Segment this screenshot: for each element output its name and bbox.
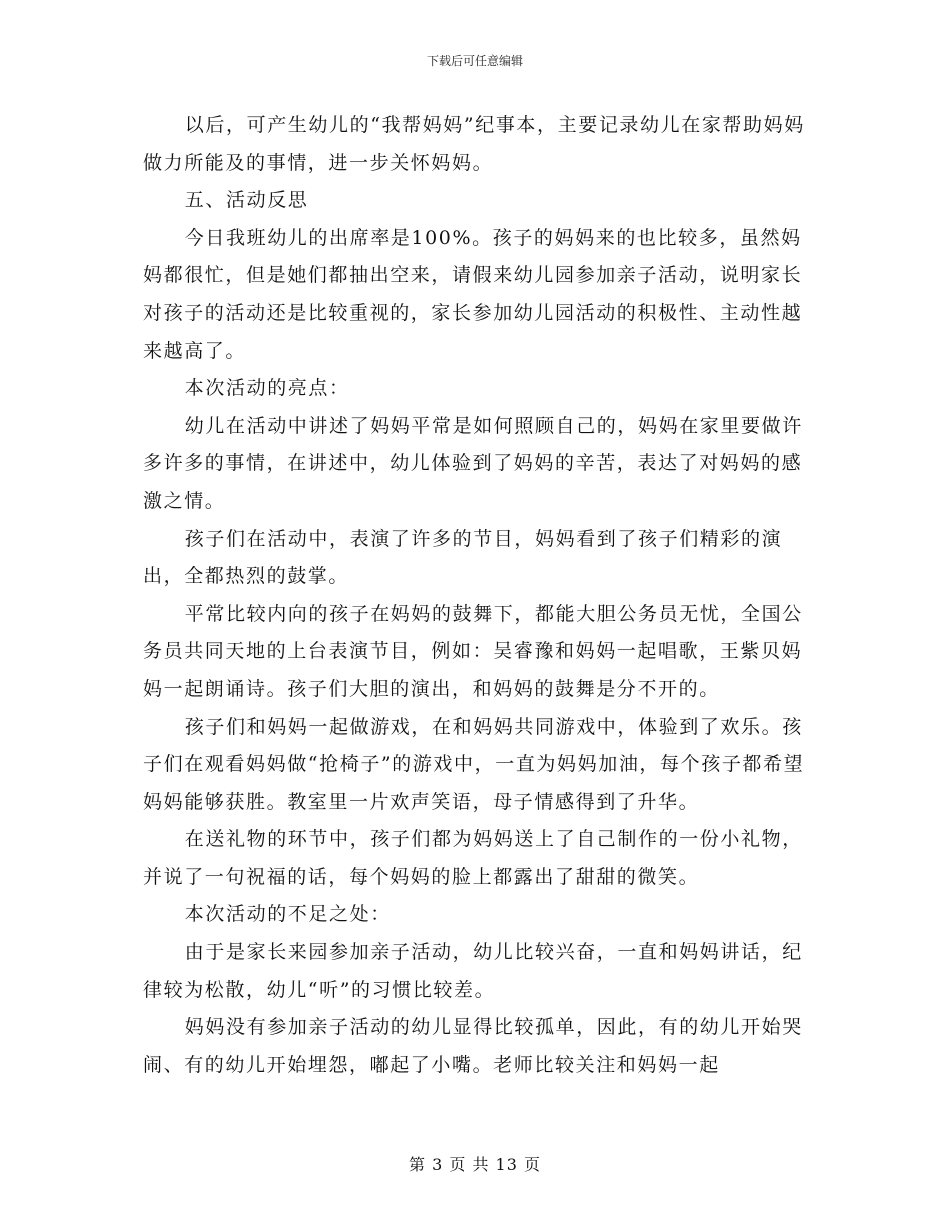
page-footer: 第 3 页 共 13 页 [409,1155,541,1174]
paragraph-attendance: 今日我班幼儿的出席率是100%。孩子的妈妈来的也比较多，虽然妈妈都很忙，但是她们都抽出空来，请假来幼儿园参加亲子活动，说明家长对孩子的活动还是比较重视的，家长参加幼儿园活动的积极性、主动性越来越高了。 [143,226,803,362]
paragraph-highlight-4: 孩子们和妈妈一起做游戏，在和妈妈共同游戏中，体验到了欢乐。孩子们在观看妈妈做“抢椅子”的游戏中，一直为妈妈加油，每个孩子都希望妈妈能够获胜。教室里一片欢声笑语，母子情感得到了升华。 [143,715,805,813]
subheading-highlights: 本次活动的亮点： [184,377,350,400]
paragraph-shortcoming-2: 妈妈没有参加亲子活动的幼儿显得比较孤单，因此，有的幼儿开始哭闹、有的幼儿开始埋怨，嘟起了小嘴。老师比较关注和妈妈一起 [143,1016,803,1076]
section-heading-reflection: 五、活动反思 [184,189,309,212]
subheading-shortcomings: 本次活动的不足之处： [184,903,391,926]
paragraph-highlight-2: 孩子们在活动中，表演了许多的节目，妈妈看到了孩子们精彩的演出，全都热烈的鼓掌。 [143,527,783,588]
paragraph-highlight-3: 平常比较内向的孩子在妈妈的鼓舞下，都能大胆公务员无忧，全国公务员共同天地的上台表演节目，例如：吴睿豫和妈妈一起唱歌，王紫贝妈妈一起朗诵诗。孩子们大胆的演出，和妈妈的鼓舞是分不开的。 [143,602,803,700]
paragraph-shortcoming-1: 由于是家长来园参加亲子活动，幼儿比较兴奋，一直和妈妈讲话，纪律较为松散，幼儿“听”的习惯比较差。 [143,941,803,1001]
page-header: 下载后可任意编辑 [426,54,523,68]
paragraph-highlight-1: 幼儿在活动中讲述了妈妈平常是如何照顾自己的，妈妈在家里要做许多许多的事情，在讲述中，幼儿体验到了妈妈的辛苦，表达了对妈妈的感激之情。 [143,414,803,512]
document-body [143,107,807,1084]
paragraph-1: 以后，可产生幼儿的“我帮妈妈”纪事本，主要记录幼儿在家帮助妈妈做力所能及的事情，进一步关怀妈妈。 [143,114,805,174]
paragraph-highlight-5: 在送礼物的环节中，孩子们都为妈妈送上了自己制作的一份小礼物，并说了一句祝福的话，每个妈妈的脸上都露出了甜甜的微笑。 [143,828,803,888]
